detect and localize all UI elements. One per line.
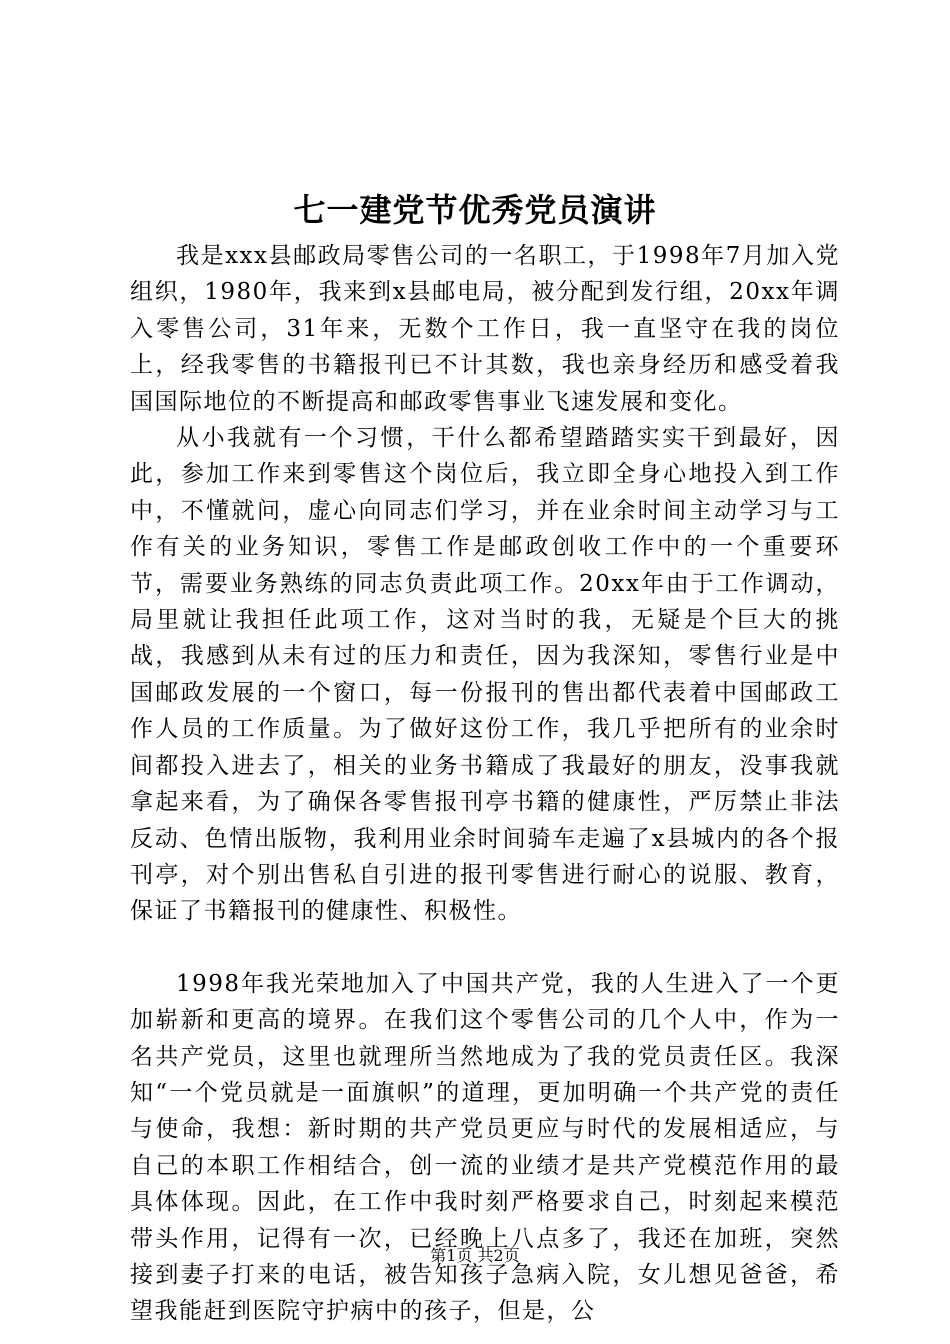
paragraph-1: 我是xxx县邮政局零售公司的一名职工，于1998年7月加入党组织，1980年，我来到x县邮电局，被分配到发行组，20xx年调入零售公司，31年来，无数个工作日，我一直坚守在我的岗位上，经我零售的书籍报刊已不计其数，我也亲身经历和感受着我国国际地位的不断提高和邮政零售事业飞速发展和变化。 xyxy=(130,243,840,415)
paragraph-2: 从小我就有一个习惯，干什么都希望踏踏实实干到最好，因此，参加工作来到零售这个岗位后，我立即全身心地投入到工作中，不懂就问，虚心向同志们学习，并在业余时间主动学习与工作有关的业务知识，零售工作是邮政创收工作中的一个重要环节，需要业务熟练的同志负责此项工作。20xx年由于工作调动，局里就让我担任此项工作，这对当时的我，无疑是个巨大的挑战，我感到从未有过的压力和责任，因为我深知，零售行业是中国邮政发展的一个窗口，每一份报刊的售出都代表着中国邮政工作人员的工作质量。为了做好这份工作，我几乎把所有的业余时间都投入进去了，相关的业务书籍成了我最好的朋友，没事我就拿起来看，为了确保各零售报刊亭书籍的健康性，严厉禁止非法反动、色情出版物，我利用业余时间骑车走遍了x县城内的各个报刊亭，对个别出售私自引进的报刊零售进行耐心的说服、教育，保证了书籍报刊的健康性、积极性。 xyxy=(130,425,840,925)
document-body xyxy=(130,238,840,1330)
page-number-footer: 第1页 共2页 xyxy=(430,1246,520,1265)
document-title: 七一建党节优秀党员演讲 xyxy=(293,191,657,229)
paragraph-3: 1998年我光荣地加入了中国共产党，我的人生进入了一个更加崭新和更高的境界。在我们这个零售公司的几个人中，作为一名共产党员，这里也就理所当然地成为了我的党员责任区。我深知“一个党员就是一面旗帜”的道理，更加明确一个共产党的责任与使命，我想：新时期的共产党员更应与时代的发展相适应，与自己的本职工作相结合，创一流的业绩才是共产党模范作用的最具体体现。因此，在工作中我时刻严格要求自己，时刻起来模范带头作用，记得有一次，已经晚上八点多了，我还在加班，突然接到妻子打来的电话，被告知孩子急病入院，女儿想见爸爸，希望我能赶到医院守护病中的孩子，但是，公 xyxy=(130,970,840,1325)
